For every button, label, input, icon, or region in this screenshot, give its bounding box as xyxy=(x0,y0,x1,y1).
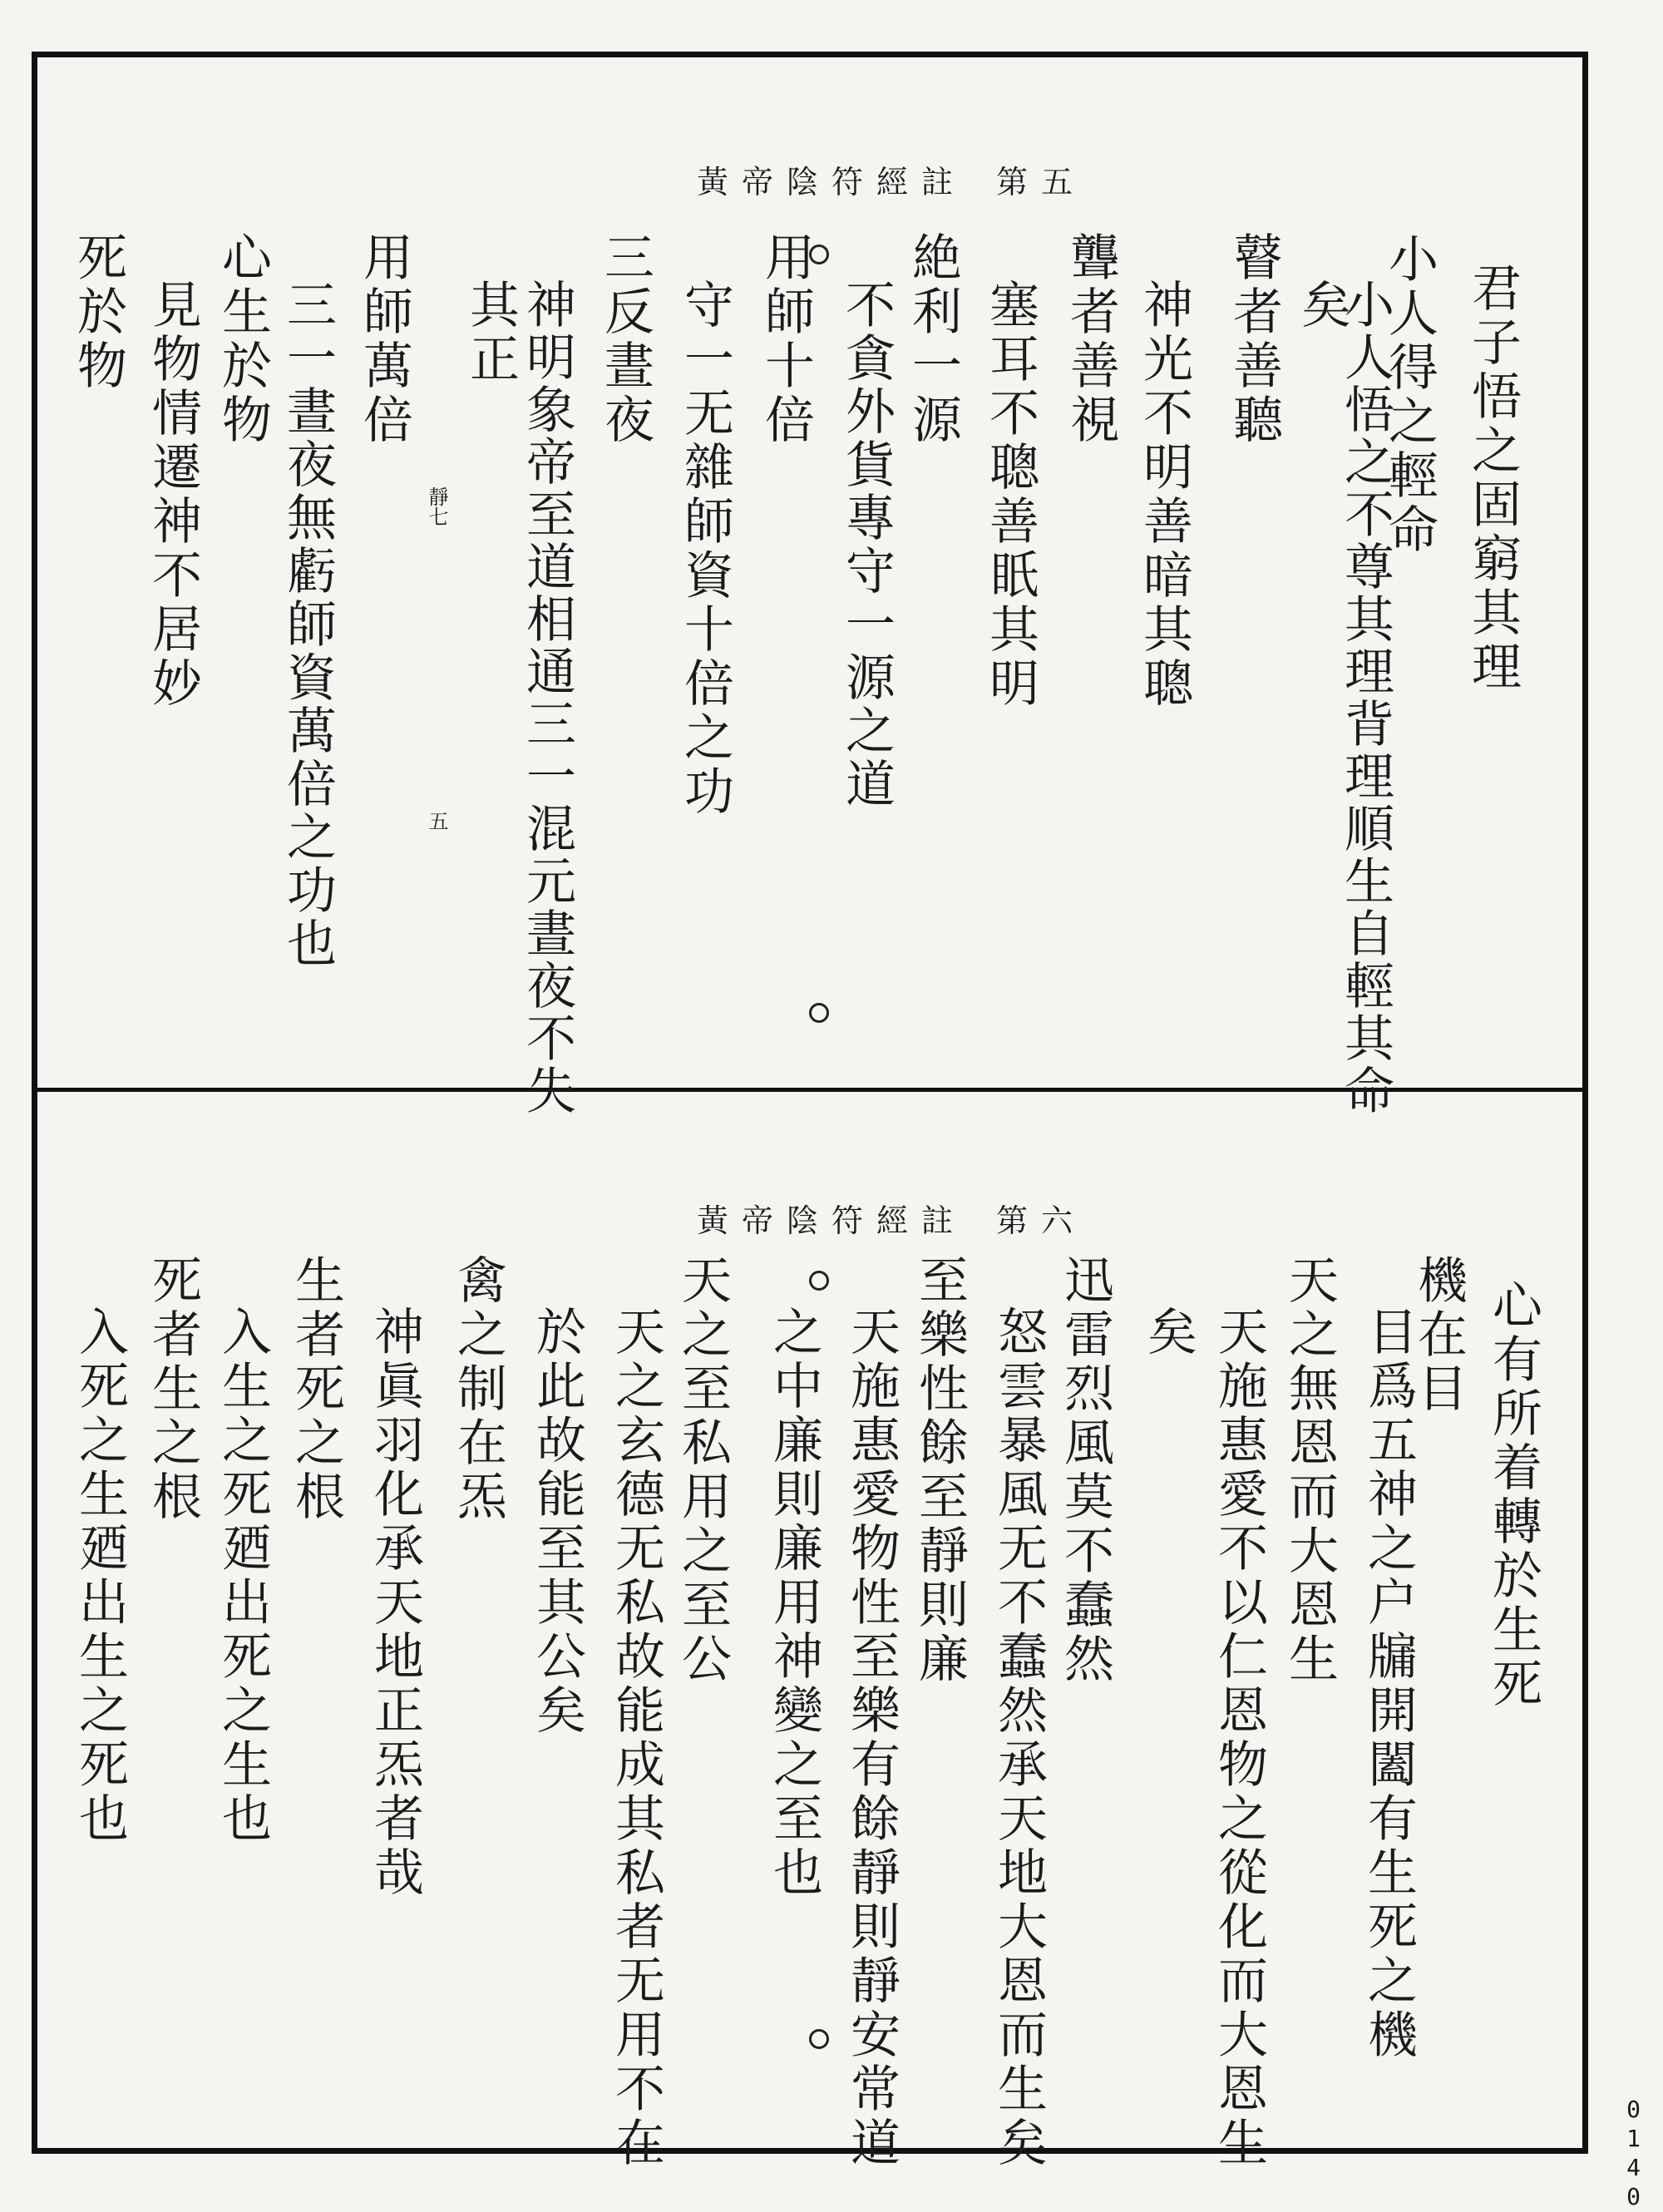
bottom-col-13: 天之玄德无私故能成其私者无用不在 xyxy=(607,1306,665,2170)
top-col-7: 聾者善視 xyxy=(1062,231,1120,447)
top-col-16: 用師萬倍 xyxy=(355,231,413,447)
top-col-5: 瞽者善聽 xyxy=(1225,231,1283,447)
bottom-col-1: 心有所着轉於生死 xyxy=(1484,1279,1542,1711)
bottom-col-17: 生者死之根 xyxy=(287,1254,345,1524)
top-col-8: 塞耳不聰善眂其明 xyxy=(981,279,1039,711)
bottom-col-12: 天之至私用之至公 xyxy=(674,1254,732,1686)
top-col-11: 用師十倍 xyxy=(757,231,815,447)
bottom-col-16: 神眞羽化承天地正炁者哉 xyxy=(366,1306,424,1900)
top-col-13: 三反晝夜 xyxy=(596,231,654,447)
bottom-col-2: 機在目 xyxy=(1409,1254,1468,1416)
top-col-17: 三一晝夜無虧師資萬倍之功也 xyxy=(279,279,337,970)
binding-hole-circle xyxy=(809,1271,829,1291)
bottom-col-3: 目爲五神之户牖開闔有生死之機 xyxy=(1360,1306,1418,2062)
top-col-9: 絶利一源 xyxy=(904,231,962,447)
bottom-col-18: 入生之死廼出死之生也 xyxy=(214,1306,272,1846)
top-col-6: 神光不明善暗其聰 xyxy=(1135,279,1193,711)
top-margin-note-2: 五 xyxy=(425,811,448,831)
top-col-3: 小人悟之不尊其理背理順生自輕其命 xyxy=(1336,279,1394,1117)
bottom-col-9: 至樂性餘至靜則廉 xyxy=(910,1254,969,1686)
bottom-header-section: 第六 xyxy=(996,1202,1087,1239)
top-col-20: 死於物 xyxy=(69,231,127,393)
bottom-col-4: 天之無恩而大恩生 xyxy=(1281,1254,1339,1686)
top-col-14: 神明象帝至道相通三一混元晝夜不失 xyxy=(518,279,576,1117)
top-col-10: 不貪外貨專守一源之道 xyxy=(837,279,896,811)
top-running-header xyxy=(697,156,1086,202)
page-number: 0140 xyxy=(1620,2096,1647,2212)
top-col-4: 矣 xyxy=(1293,279,1351,333)
top-header-title: 黃帝陰符經註 xyxy=(697,164,967,200)
top-col-1: 君子悟之固窮其理 xyxy=(1463,262,1522,694)
top-col-15: 其正 xyxy=(461,279,520,387)
bottom-col-7: 迅雷烈風莫不蠢然 xyxy=(1056,1254,1114,1686)
bottom-col-6: 矣 xyxy=(1139,1306,1197,1360)
binding-hole-circle xyxy=(809,1003,829,1023)
top-col-19: 見物情遷神不居妙 xyxy=(144,279,202,711)
top-col-2: 小人得之輕命 xyxy=(1380,233,1438,557)
bottom-col-20: 入死之生廼出生之死也 xyxy=(71,1306,129,1846)
bottom-col-19: 死者生之根 xyxy=(144,1254,202,1524)
top-margin-note-1: 靜七 xyxy=(425,486,448,526)
bottom-col-8: 怒雲暴風无不蠢然承天地大恩而生矣 xyxy=(989,1306,1048,2170)
bottom-col-15: 禽之制在炁 xyxy=(449,1254,507,1524)
bottom-col-10: 天施惠愛物性至樂有餘靜則靜安常道 xyxy=(842,1306,901,2170)
top-col-12: 守一无雜師資十倍之功 xyxy=(676,279,734,819)
binding-hole-circle xyxy=(809,2029,829,2049)
binding-hole-circle xyxy=(809,244,829,264)
top-header-section: 第五 xyxy=(996,164,1087,200)
bottom-col-14: 於此故能至其公矣 xyxy=(528,1306,586,1738)
bottom-header-title: 黃帝陰符經註 xyxy=(697,1202,967,1239)
bottom-col-11: 之中廉則廉用神變之至也 xyxy=(765,1306,823,1900)
top-col-18: 心生於物 xyxy=(214,231,272,447)
bottom-col-5: 天施惠愛不以仁恩物之從化而大恩生 xyxy=(1210,1306,1268,2170)
bottom-running-header xyxy=(697,1195,1086,1241)
